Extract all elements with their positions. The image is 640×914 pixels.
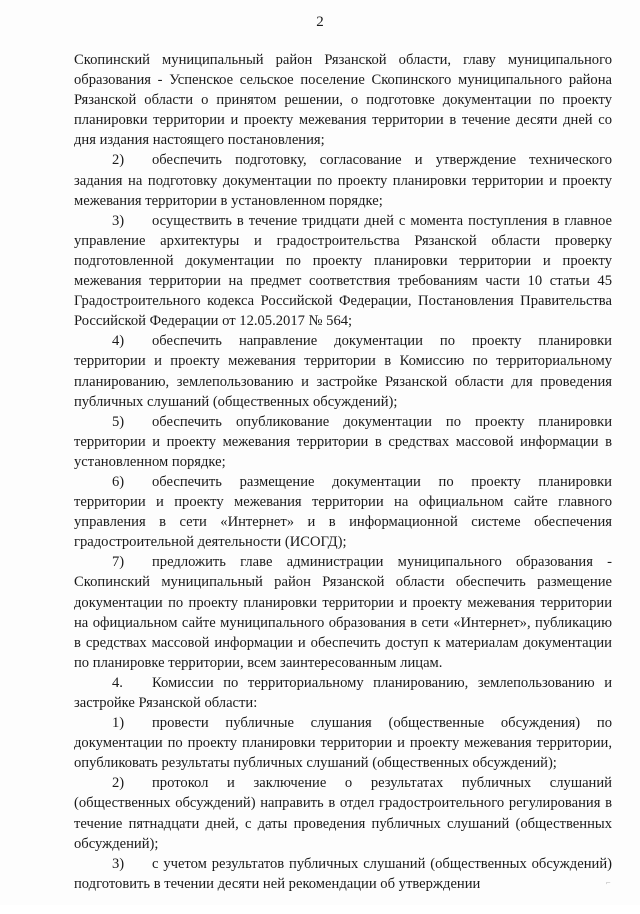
item-text: Комиссии по территориальному планированию, землепользованию и застройке Рязанской области: xyxy=(74,674,612,711)
list-item xyxy=(74,673,612,713)
item-number: 5) xyxy=(112,413,125,430)
item-number: 6) xyxy=(112,473,125,490)
list-item xyxy=(74,150,612,210)
list-item xyxy=(74,894,612,914)
list-item xyxy=(74,211,612,332)
section-text: провести публичные слушания (общественные обсуждения) по документации по проекту планировки территории и проекту межевания территории, опубликовать результаты публичных слушаний (общественных обсуждений); xyxy=(74,715,612,772)
paragraph-continuation xyxy=(74,50,612,150)
item-number: 2) xyxy=(112,152,125,169)
item-number: 4. xyxy=(112,674,123,691)
item-text: с учетом результатов публичных слушаний (общественных обсуждений) подготовить в течении десяти ней рекомендации об утверждении xyxy=(74,855,612,892)
item-number: 4) xyxy=(112,333,125,350)
scan-artifact-mark: ⌐ xyxy=(606,878,611,887)
list-item xyxy=(74,773,612,853)
paragraph-text: Скопинский муниципальный район Рязанской области, главу муниципального образования - Успенское сельское поселение Скопинского муниципального района Рязанской области о принятом решении, о подготовке документации по проекту планировки территории и проекту межевания территории в течение десяти дней со дня издания настоящего постановления; xyxy=(74,52,612,149)
item-text: осуществить в течение тридцати дней с момента поступления в главное управление архитектуры и градостроительства Рязанской области проверку подготовленной документации по проекту планировки территории и проекту межевания территории на предмет соответствия требованиям части 10 статьи 45 Градостроительного кодекса Российской Федерации, Постановления Правительства Российской Федерации от 12.05.2017 № 564; xyxy=(74,212,612,330)
item-text: обеспечить опубликование документации по проекту планировки территории и проекту межевания территории в средствах массовой информации в установленном порядке; xyxy=(74,413,612,470)
item-number: 2) xyxy=(112,775,125,792)
list-item xyxy=(74,472,612,552)
list-item xyxy=(74,331,612,411)
item-text: протокол и заключение о результатах публичных слушаний (общественных обсуждений) направить в отдел градостроительного регулирования в течение пятнадцати дней, с даты проведения публичных слушаний (общественных обсуждений); xyxy=(74,775,612,852)
list-item xyxy=(74,552,612,673)
item-number: 7) xyxy=(112,554,125,571)
item-number: 3) xyxy=(112,855,125,872)
item-text: предложить главе администрации муниципального образования - Скопинский муниципальный район Рязанской области обеспечить размещение документации по проекту планировки территории и проекту межевания территории на официальном сайте муниципального образования в сети «Интернет», публикацию в средствах массовой информации и обеспечить доступ к материалам документации по планировке территории, всем заинтересованным лицам. xyxy=(74,554,612,671)
item-text: обеспечить направление документации по проекту планировки территории и проекту межевания территории в Комиссию по территориальному планированию, землепользованию и застройке Рязанской области для проведения публичных слушаний (общественных обсуждений); xyxy=(74,333,612,410)
document-body xyxy=(74,50,612,914)
item-text: обеспечить размещение документации по проекту планировки территории и проекту межевания территории на официальном сайте главного управления в сети «Интернет» и в информационной системе обеспечения градостроительной деятельности (ИСОГД); xyxy=(74,473,612,551)
item-text: обеспечить подготовку, согласование и утверждение технического задания на подготовку документации по проекту планировки территории и проекту межевания территории в установленном порядке; xyxy=(74,152,612,209)
item-number: 3) xyxy=(112,212,125,229)
page-number: 2 xyxy=(316,14,324,30)
section-item xyxy=(74,713,612,773)
section-number: 1) xyxy=(112,715,125,732)
list-item xyxy=(74,854,612,894)
list-item xyxy=(74,412,612,472)
